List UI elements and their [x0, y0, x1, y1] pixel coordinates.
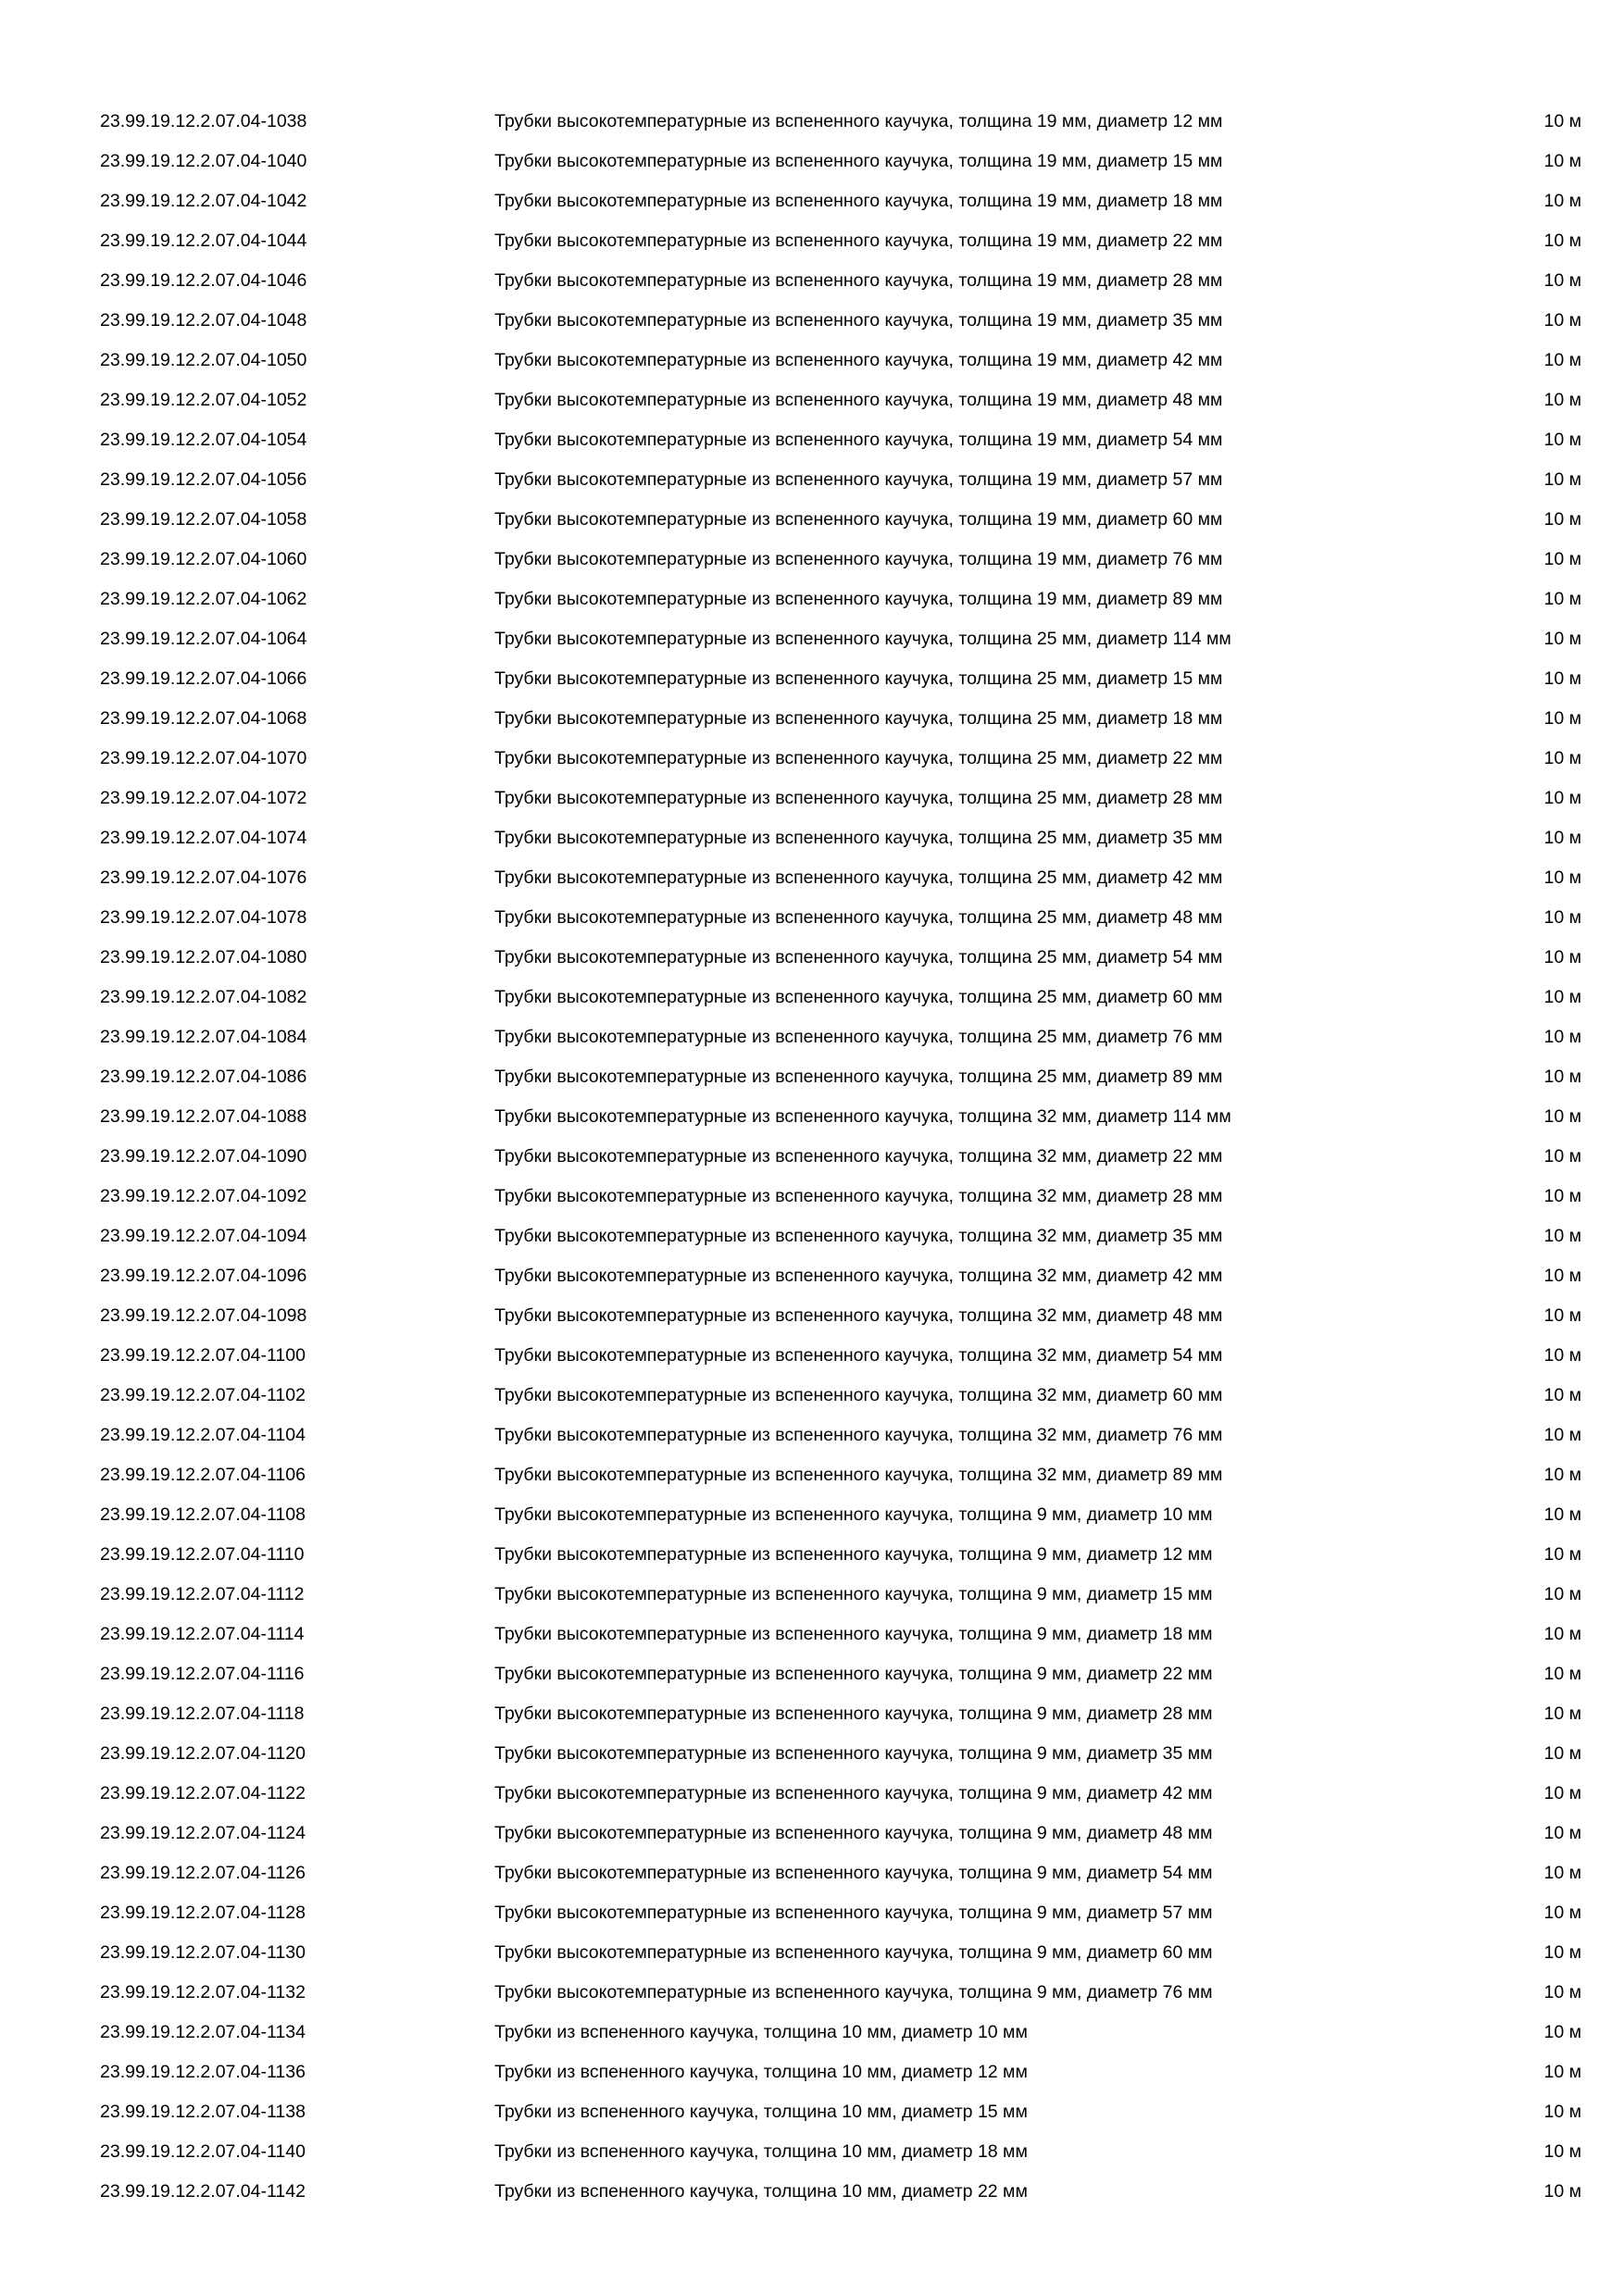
table-row [100, 703, 1581, 742]
table-row [100, 942, 1581, 981]
table-row [100, 265, 1581, 305]
row-unit: 10 м [1543, 1186, 1581, 1206]
row-unit: 10 м [1543, 748, 1581, 768]
row-code: 23.99.19.12.2.07.04-1068 [100, 708, 307, 729]
row-name: Трубки высокотемпературные из вспененного каучука, толщина 9 мм, диаметр 60 мм [494, 1942, 1213, 1963]
row-unit: 10 м [1543, 1425, 1581, 1445]
row-unit: 10 м [1543, 469, 1581, 490]
table-row [100, 1937, 1581, 1977]
row-name: Трубки высокотемпературные из вспененного каучука, толщина 25 мм, диаметр 89 мм [494, 1067, 1223, 1087]
row-code: 23.99.19.12.2.07.04-1076 [100, 867, 307, 888]
row-code: 23.99.19.12.2.07.04-1142 [100, 2181, 306, 2202]
row-unit: 10 м [1543, 1903, 1581, 1923]
row-name: Трубки высокотемпературные из вспененного каучука, толщина 32 мм, диаметр 28 мм [494, 1186, 1223, 1206]
row-code: 23.99.19.12.2.07.04-1052 [100, 390, 307, 410]
row-code: 23.99.19.12.2.07.04-1108 [100, 1504, 306, 1525]
table-row [100, 344, 1581, 384]
row-code: 23.99.19.12.2.07.04-1058 [100, 509, 307, 530]
row-unit: 10 м [1543, 1942, 1581, 1963]
row-unit: 10 м [1543, 310, 1581, 331]
row-code: 23.99.19.12.2.07.04-1082 [100, 987, 307, 1007]
table-row [100, 543, 1581, 583]
row-code: 23.99.19.12.2.07.04-1094 [100, 1226, 307, 1246]
row-unit: 10 м [1543, 1067, 1581, 1087]
row-unit: 10 м [1543, 1027, 1581, 1047]
row-name: Трубки высокотемпературные из вспененного каучука, толщина 19 мм, диаметр 48 мм [494, 390, 1223, 410]
row-code: 23.99.19.12.2.07.04-1084 [100, 1027, 307, 1047]
table-row [100, 663, 1581, 703]
row-code: 23.99.19.12.2.07.04-1116 [100, 1664, 305, 1684]
row-name: Трубки высокотемпературные из вспененного каучука, толщина 19 мм, диаметр 15 мм [494, 151, 1223, 171]
row-name: Трубки высокотемпературные из вспененного каучука, толщина 19 мм, диаметр 76 мм [494, 549, 1223, 569]
row-name: Трубки высокотемпературные из вспененного каучука, толщина 9 мм, диаметр 22 мм [494, 1664, 1213, 1684]
table-row [100, 583, 1581, 623]
table-row [100, 1698, 1581, 1738]
row-name: Трубки высокотемпературные из вспененного каучука, толщина 25 мм, диаметр 35 мм [494, 828, 1223, 848]
row-code: 23.99.19.12.2.07.04-1044 [100, 231, 307, 251]
table-row [100, 1260, 1581, 1300]
row-name: Трубки высокотемпературные из вспененного каучука, толщина 19 мм, диаметр 22 мм [494, 231, 1223, 251]
row-code: 23.99.19.12.2.07.04-1104 [100, 1425, 306, 1445]
table-row [100, 504, 1581, 543]
row-name: Трубки высокотемпературные из вспененного каучука, толщина 9 мм, диаметр 18 мм [494, 1624, 1213, 1644]
row-name: Трубки высокотемпературные из вспененного каучука, толщина 25 мм, диаметр 114 мм [494, 629, 1231, 649]
row-code: 23.99.19.12.2.07.04-1120 [100, 1743, 306, 1764]
table-row [100, 1141, 1581, 1180]
row-name: Трубки высокотемпературные из вспененного каучука, толщина 9 мм, диаметр 54 мм [494, 1863, 1213, 1883]
row-unit: 10 м [1543, 1584, 1581, 1604]
table-row [100, 822, 1581, 862]
row-name: Трубки высокотемпературные из вспененного каучука, толщина 25 мм, диаметр 54 мм [494, 947, 1223, 967]
row-code: 23.99.19.12.2.07.04-1098 [100, 1305, 307, 1326]
row-code: 23.99.19.12.2.07.04-1080 [100, 947, 307, 967]
table-row [100, 1539, 1581, 1578]
row-code: 23.99.19.12.2.07.04-1110 [100, 1544, 305, 1565]
row-unit: 10 м [1543, 1544, 1581, 1565]
row-name: Трубки высокотемпературные из вспененного каучука, толщина 9 мм, диаметр 42 мм [494, 1783, 1213, 1803]
row-name: Трубки высокотемпературные из вспененного каучука, толщина 25 мм, диаметр 60 мм [494, 987, 1223, 1007]
row-code: 23.99.19.12.2.07.04-1066 [100, 668, 307, 689]
row-unit: 10 м [1543, 1664, 1581, 1684]
row-name: Трубки высокотемпературные из вспененного каучука, толщина 25 мм, диаметр 76 мм [494, 1027, 1223, 1047]
row-code: 23.99.19.12.2.07.04-1122 [100, 1783, 306, 1803]
row-name: Трубки высокотемпературные из вспененного каучука, толщина 9 мм, диаметр 10 мм [494, 1504, 1213, 1525]
row-code: 23.99.19.12.2.07.04-1048 [100, 310, 307, 331]
row-code: 23.99.19.12.2.07.04-1054 [100, 430, 307, 450]
row-code: 23.99.19.12.2.07.04-1138 [100, 2102, 306, 2122]
row-name: Трубки из вспененного каучука, толщина 10 мм, диаметр 12 мм [494, 2062, 1028, 2082]
row-unit: 10 м [1543, 2062, 1581, 2082]
row-unit: 10 м [1543, 151, 1581, 171]
row-code: 23.99.19.12.2.07.04-1102 [100, 1385, 306, 1405]
table-row [100, 1340, 1581, 1379]
row-name: Трубки высокотемпературные из вспененного каучука, толщина 25 мм, диаметр 18 мм [494, 708, 1223, 729]
table-row [100, 1658, 1581, 1698]
row-unit: 10 м [1543, 1863, 1581, 1883]
row-unit: 10 м [1543, 2141, 1581, 2162]
table-row [100, 1499, 1581, 1539]
row-code: 23.99.19.12.2.07.04-1062 [100, 589, 307, 609]
row-unit: 10 м [1543, 430, 1581, 450]
row-code: 23.99.19.12.2.07.04-1040 [100, 151, 307, 171]
row-name: Трубки высокотемпературные из вспененного каучука, толщина 19 мм, диаметр 42 мм [494, 350, 1223, 370]
row-unit: 10 м [1543, 1385, 1581, 1405]
row-name: Трубки из вспененного каучука, толщина 10 мм, диаметр 18 мм [494, 2141, 1028, 2162]
table-row [100, 902, 1581, 942]
row-unit: 10 м [1543, 1823, 1581, 1843]
table-row [100, 2136, 1581, 2176]
row-code: 23.99.19.12.2.07.04-1118 [100, 1703, 305, 1724]
row-code: 23.99.19.12.2.07.04-1134 [100, 2022, 306, 2042]
table-row [100, 1220, 1581, 1260]
table-row [100, 1101, 1581, 1141]
row-unit: 10 м [1543, 788, 1581, 808]
table-row [100, 1419, 1581, 1459]
table-row [100, 106, 1581, 145]
row-unit: 10 м [1543, 987, 1581, 1007]
table-row [100, 1618, 1581, 1658]
row-name: Трубки высокотемпературные из вспененного каучука, толщина 32 мм, диаметр 76 мм [494, 1425, 1223, 1445]
table-row [100, 2176, 1581, 2215]
table-row [100, 1778, 1581, 1817]
row-name: Трубки высокотемпературные из вспененного каучука, толщина 19 мм, диаметр 60 мм [494, 509, 1223, 530]
row-name: Трубки высокотемпературные из вспененного каучука, толщина 19 мм, диаметр 35 мм [494, 310, 1223, 331]
table-row [100, 305, 1581, 344]
row-unit: 10 м [1543, 1305, 1581, 1326]
row-code: 23.99.19.12.2.07.04-1074 [100, 828, 307, 848]
table-row [100, 424, 1581, 464]
table-row [100, 1897, 1581, 1937]
row-unit: 10 м [1543, 350, 1581, 370]
row-code: 23.99.19.12.2.07.04-1086 [100, 1067, 307, 1087]
row-unit: 10 м [1543, 629, 1581, 649]
row-unit: 10 м [1543, 1106, 1581, 1127]
row-code: 23.99.19.12.2.07.04-1126 [100, 1863, 306, 1883]
table-row [100, 1857, 1581, 1897]
row-unit: 10 м [1543, 1266, 1581, 1286]
row-unit: 10 м [1543, 1345, 1581, 1366]
table-row [100, 1738, 1581, 1778]
row-name: Трубки из вспененного каучука, толщина 10 мм, диаметр 15 мм [494, 2102, 1028, 2122]
row-name: Трубки высокотемпературные из вспененного каучука, толщина 25 мм, диаметр 22 мм [494, 748, 1223, 768]
row-name: Трубки высокотемпературные из вспененного каучука, толщина 25 мм, диаметр 42 мм [494, 867, 1223, 888]
row-code: 23.99.19.12.2.07.04-1078 [100, 907, 307, 928]
row-unit: 10 м [1543, 111, 1581, 131]
table-row [100, 2016, 1581, 2056]
row-code: 23.99.19.12.2.07.04-1112 [100, 1584, 305, 1604]
row-name: Трубки высокотемпературные из вспененного каучука, толщина 32 мм, диаметр 42 мм [494, 1266, 1223, 1286]
row-code: 23.99.19.12.2.07.04-1072 [100, 788, 307, 808]
row-name: Трубки высокотемпературные из вспененного каучука, толщина 25 мм, диаметр 28 мм [494, 788, 1223, 808]
row-code: 23.99.19.12.2.07.04-1140 [100, 2141, 306, 2162]
row-code: 23.99.19.12.2.07.04-1136 [100, 2062, 306, 2082]
row-code: 23.99.19.12.2.07.04-1064 [100, 629, 307, 649]
row-unit: 10 м [1543, 549, 1581, 569]
table-row [100, 2056, 1581, 2096]
table-row [100, 1459, 1581, 1499]
row-name: Трубки высокотемпературные из вспененного каучука, толщина 25 мм, диаметр 48 мм [494, 907, 1223, 928]
row-name: Трубки высокотемпературные из вспененного каучука, толщина 9 мм, диаметр 57 мм [494, 1903, 1213, 1923]
row-name: Трубки высокотемпературные из вспененного каучука, толщина 9 мм, диаметр 28 мм [494, 1703, 1213, 1724]
row-name: Трубки высокотемпературные из вспененного каучука, толщина 19 мм, диаметр 57 мм [494, 469, 1223, 490]
row-unit: 10 м [1543, 1146, 1581, 1167]
row-unit: 10 м [1543, 270, 1581, 291]
table-row [100, 981, 1581, 1021]
row-code: 23.99.19.12.2.07.04-1090 [100, 1146, 307, 1167]
row-unit: 10 м [1543, 668, 1581, 689]
row-unit: 10 м [1543, 191, 1581, 211]
row-code: 23.99.19.12.2.07.04-1038 [100, 111, 307, 131]
row-name: Трубки высокотемпературные из вспененного каучука, толщина 32 мм, диаметр 35 мм [494, 1226, 1223, 1246]
row-unit: 10 м [1543, 509, 1581, 530]
row-name: Трубки высокотемпературные из вспененного каучука, толщина 32 мм, диаметр 114 мм [494, 1106, 1231, 1127]
row-code: 23.99.19.12.2.07.04-1114 [100, 1624, 305, 1644]
row-unit: 10 м [1543, 867, 1581, 888]
table-row [100, 1021, 1581, 1061]
row-name: Трубки высокотемпературные из вспененного каучука, толщина 32 мм, диаметр 48 мм [494, 1305, 1223, 1326]
row-name: Трубки высокотемпературные из вспененного каучука, толщина 32 мм, диаметр 89 мм [494, 1465, 1223, 1485]
row-code: 23.99.19.12.2.07.04-1042 [100, 191, 307, 211]
row-name: Трубки высокотемпературные из вспененного каучука, толщина 9 мм, диаметр 76 мм [494, 1982, 1213, 2003]
row-unit: 10 м [1543, 1226, 1581, 1246]
row-code: 23.99.19.12.2.07.04-1124 [100, 1823, 306, 1843]
row-code: 23.99.19.12.2.07.04-1092 [100, 1186, 307, 1206]
row-unit: 10 м [1543, 1504, 1581, 1525]
row-code: 23.99.19.12.2.07.04-1070 [100, 748, 307, 768]
row-code: 23.99.19.12.2.07.04-1106 [100, 1465, 306, 1485]
row-code: 23.99.19.12.2.07.04-1060 [100, 549, 307, 569]
row-unit: 10 м [1543, 1703, 1581, 1724]
row-code: 23.99.19.12.2.07.04-1096 [100, 1266, 307, 1286]
row-unit: 10 м [1543, 589, 1581, 609]
table-row [100, 623, 1581, 663]
row-name: Трубки из вспененного каучука, толщина 10 мм, диаметр 22 мм [494, 2181, 1028, 2202]
row-code: 23.99.19.12.2.07.04-1128 [100, 1903, 306, 1923]
row-name: Трубки высокотемпературные из вспененного каучука, толщина 19 мм, диаметр 12 мм [494, 111, 1223, 131]
row-code: 23.99.19.12.2.07.04-1046 [100, 270, 307, 291]
row-code: 23.99.19.12.2.07.04-1056 [100, 469, 307, 490]
row-name: Трубки высокотемпературные из вспененного каучука, толщина 19 мм, диаметр 28 мм [494, 270, 1223, 291]
row-unit: 10 м [1543, 1783, 1581, 1803]
table-row [100, 1180, 1581, 1220]
row-code: 23.99.19.12.2.07.04-1132 [100, 1982, 306, 2003]
row-unit: 10 м [1543, 2102, 1581, 2122]
row-name: Трубки высокотемпературные из вспененного каучука, толщина 19 мм, диаметр 18 мм [494, 191, 1223, 211]
row-unit: 10 м [1543, 1743, 1581, 1764]
row-name: Трубки высокотемпературные из вспененного каучука, толщина 25 мм, диаметр 15 мм [494, 668, 1223, 689]
row-name: Трубки высокотемпературные из вспененного каучука, толщина 9 мм, диаметр 12 мм [494, 1544, 1213, 1565]
table-row [100, 862, 1581, 902]
row-code: 23.99.19.12.2.07.04-1050 [100, 350, 307, 370]
row-unit: 10 м [1543, 2022, 1581, 2042]
table-row [100, 742, 1581, 782]
row-name: Трубки высокотемпературные из вспененного каучука, толщина 19 мм, диаметр 54 мм [494, 430, 1223, 450]
row-name: Трубки высокотемпературные из вспененного каучука, толщина 32 мм, диаметр 22 мм [494, 1146, 1223, 1167]
row-name: Трубки высокотемпературные из вспененного каучука, толщина 32 мм, диаметр 54 мм [494, 1345, 1223, 1366]
table-row [100, 145, 1581, 185]
row-name: Трубки высокотемпературные из вспененного каучука, толщина 32 мм, диаметр 60 мм [494, 1385, 1223, 1405]
table-row [100, 1300, 1581, 1340]
row-unit: 10 м [1543, 947, 1581, 967]
table-row [100, 464, 1581, 504]
row-code: 23.99.19.12.2.07.04-1100 [100, 1345, 306, 1366]
row-unit: 10 м [1543, 708, 1581, 729]
table-row [100, 1817, 1581, 1857]
table-row [100, 782, 1581, 822]
row-name: Трубки из вспененного каучука, толщина 10 мм, диаметр 10 мм [494, 2022, 1028, 2042]
table-row [100, 1977, 1581, 2016]
row-unit: 10 м [1543, 390, 1581, 410]
row-name: Трубки высокотемпературные из вспененного каучука, толщина 9 мм, диаметр 15 мм [494, 1584, 1213, 1604]
row-unit: 10 м [1543, 2181, 1581, 2202]
table-row [100, 384, 1581, 424]
row-code: 23.99.19.12.2.07.04-1130 [100, 1942, 306, 1963]
row-unit: 10 м [1543, 907, 1581, 928]
row-unit: 10 м [1543, 1624, 1581, 1644]
table-row [100, 1379, 1581, 1419]
table-row [100, 185, 1581, 225]
row-unit: 10 м [1543, 231, 1581, 251]
table-row [100, 225, 1581, 265]
row-unit: 10 м [1543, 828, 1581, 848]
table-row [100, 1578, 1581, 1618]
table-row [100, 2096, 1581, 2136]
row-unit: 10 м [1543, 1465, 1581, 1485]
row-unit: 10 м [1543, 1982, 1581, 2003]
table-row [100, 1061, 1581, 1101]
resource-table [100, 106, 1581, 2215]
row-code: 23.99.19.12.2.07.04-1088 [100, 1106, 307, 1127]
row-name: Трубки высокотемпературные из вспененного каучука, толщина 9 мм, диаметр 35 мм [494, 1743, 1213, 1764]
row-name: Трубки высокотемпературные из вспененного каучука, толщина 9 мм, диаметр 48 мм [494, 1823, 1213, 1843]
row-name: Трубки высокотемпературные из вспененного каучука, толщина 19 мм, диаметр 89 мм [494, 589, 1223, 609]
